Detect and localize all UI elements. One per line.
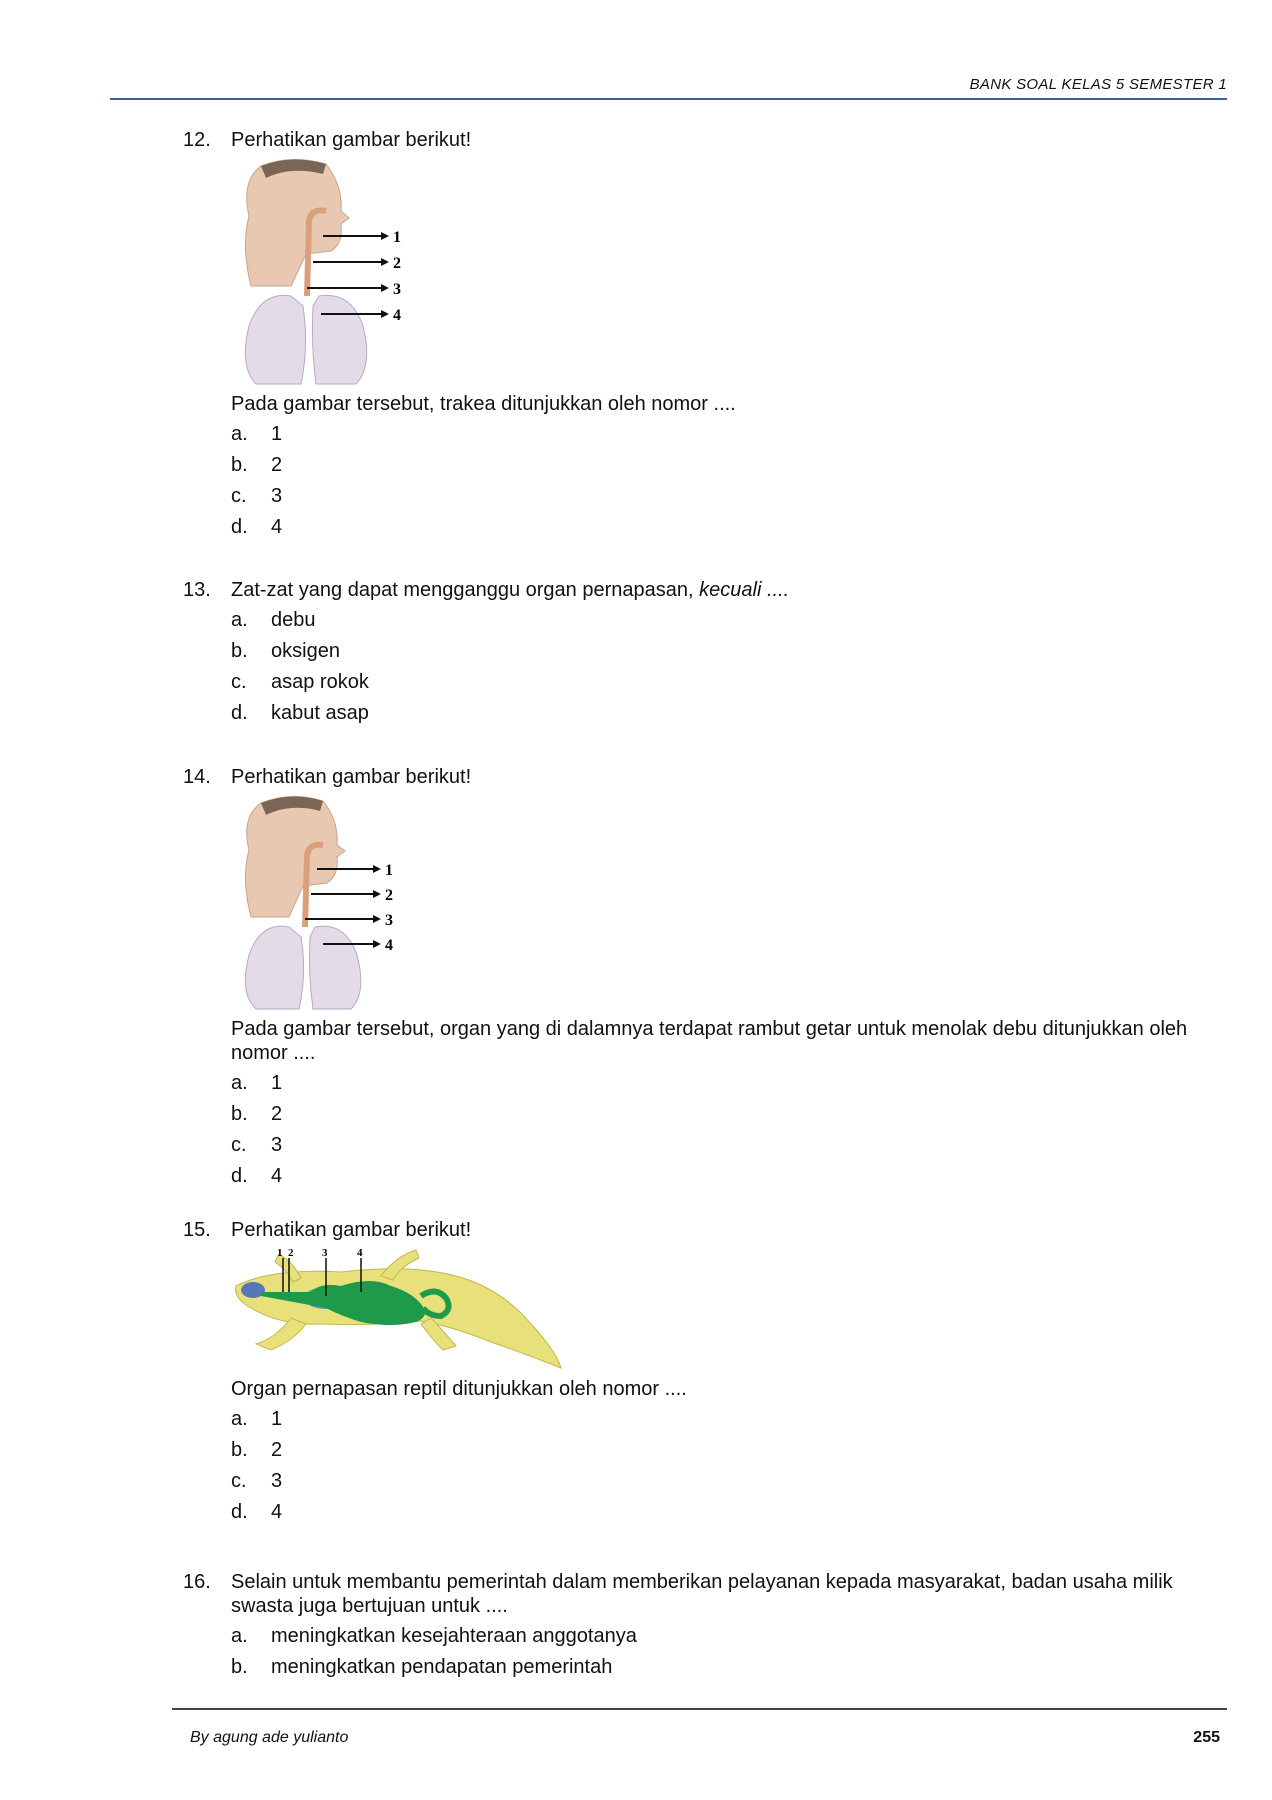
question-12 [183,128,1213,546]
question-number: 13. [183,579,211,601]
footer-author: By agung ade yulianto [190,1729,349,1746]
question-text: Perhatikan gambar berikut! [231,766,472,788]
option-d[interactable]: d. kabut asap [231,702,369,724]
figure-label-4: 4 [357,1247,363,1259]
option-a[interactable]: a. 1 [231,1408,283,1430]
question-stem: Organ pernapasan reptil ditunjukkan oleh nomor .... [231,1378,687,1400]
option-c[interactable]: c. 3 [231,1134,283,1156]
question-number: 14. [183,766,211,788]
figure-label-2: 2 [385,887,393,904]
option-b[interactable]: b. 2 [231,454,283,476]
option-b[interactable]: b. 2 [231,1103,283,1125]
option-c[interactable]: c. 3 [231,1470,283,1492]
question-13 [183,578,1213,732]
question-number: 12. [183,129,211,151]
answer-options [231,422,1213,546]
answer-options [231,608,1213,732]
figure-label-1: 1 [277,1247,283,1259]
answer-options [231,1624,1213,1686]
question-text: Selain untuk membantu pemerintah dalam memberikan pelayanan kepada masyarakat, badan usaha milik swasta juga bertujuan untuk .... [231,1571,1173,1617]
option-b[interactable]: b. oksigen [231,640,340,662]
figure-label-3: 3 [385,912,393,929]
question-stem: Pada gambar tersebut, trakea ditunjukkan oleh nomor .... [231,393,736,415]
page-header-title: BANK SOAL KELAS 5 SEMESTER 1 [969,76,1227,93]
option-a[interactable]: a. 1 [231,423,283,445]
answer-options [231,1407,1213,1531]
option-b[interactable]: b. 2 [231,1439,283,1461]
figure-label-2: 2 [288,1247,294,1259]
figure-label-3: 3 [393,281,401,298]
option-c[interactable]: c. asap rokok [231,671,369,693]
respiratory-system-figure [231,156,411,386]
answer-options [231,1071,1213,1195]
question-16 [183,1570,1213,1686]
figure-label-1: 1 [385,862,393,879]
question-text-italic: kecuali .... [699,579,790,601]
figure-label-1: 1 [393,229,401,246]
question-15 [183,1218,1213,1531]
option-d[interactable]: d. 4 [231,516,283,538]
question-number: 16. [183,1571,211,1593]
figure-label-4: 4 [385,937,393,954]
header-divider [110,98,1227,100]
option-b[interactable]: b. meningkatkan pendapatan pemerintah [231,1656,613,1678]
figure-label-2: 2 [393,255,401,272]
question-text: Perhatikan gambar berikut! [231,1219,472,1241]
figure-label-4: 4 [393,307,401,324]
respiratory-system-figure [231,793,401,1011]
question-number: 15. [183,1219,211,1241]
option-a[interactable]: a. debu [231,609,316,631]
reptile-anatomy-figure [231,1246,566,1371]
option-d[interactable]: d. 4 [231,1165,283,1187]
figure-label-3: 3 [322,1247,328,1259]
footer-divider [172,1708,1227,1710]
option-d[interactable]: d. 4 [231,1501,283,1523]
question-stem: Pada gambar tersebut, organ yang di dalamnya terdapat rambut getar untuk menolak debu ditunjukkan oleh nomor .... [231,1018,1188,1064]
option-a[interactable]: a. 1 [231,1072,283,1094]
question-14 [183,765,1213,1195]
option-c[interactable]: c. 3 [231,485,283,507]
page-number: 255 [1193,1729,1220,1746]
question-text: Perhatikan gambar berikut! [231,129,472,151]
option-a[interactable]: a. meningkatkan kesejahteraan anggotanya [231,1625,637,1647]
question-text: Zat-zat yang dapat mengganggu organ pernapasan, kecuali .... [231,579,790,601]
